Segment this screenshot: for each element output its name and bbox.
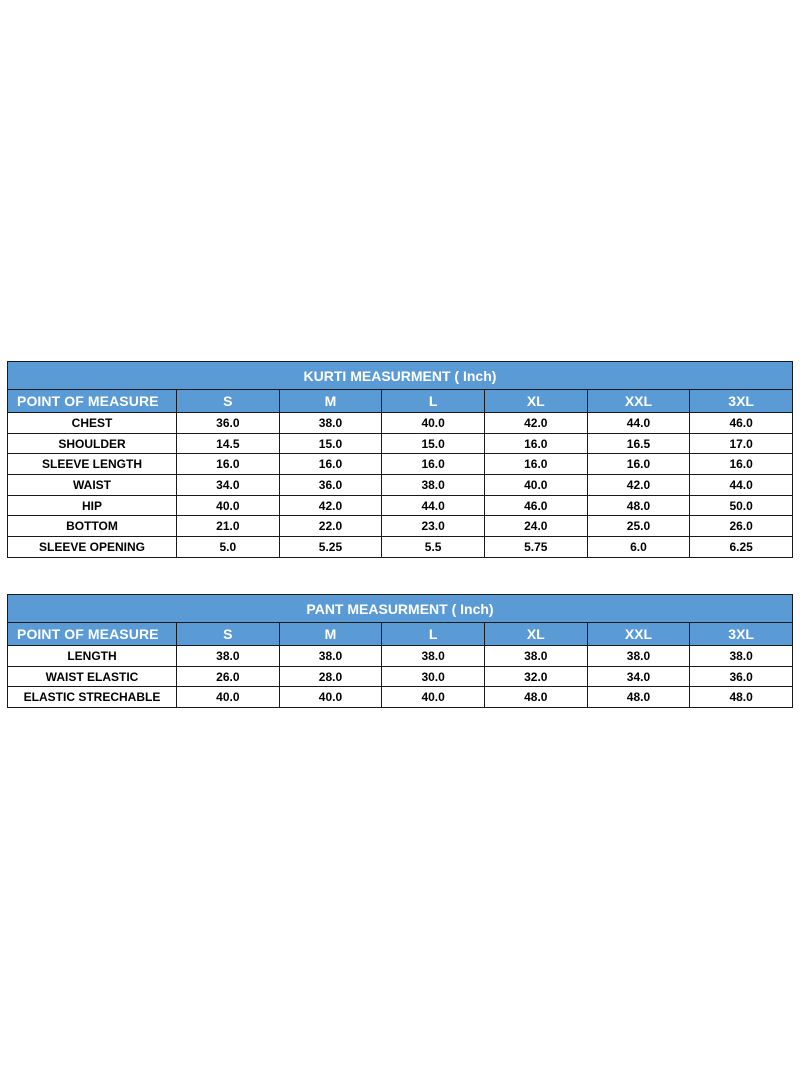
size-value: 42.0 [587,475,690,496]
size-value: 34.0 [587,666,690,687]
size-value: 6.0 [587,537,690,558]
size-value: 15.0 [382,433,485,454]
size-value: 50.0 [690,495,793,516]
pant-header-size-l: L [382,623,485,646]
table-row [8,495,793,516]
table-row [8,475,793,496]
table-row [8,666,793,687]
measure-name: SHOULDER [8,433,177,454]
measure-name: LENGTH [8,646,177,667]
size-value: 40.0 [177,687,280,708]
size-value: 48.0 [587,495,690,516]
pant-header-size-s: S [177,623,280,646]
size-value: 16.0 [177,454,280,475]
measure-name: BOTTOM [8,516,177,537]
size-value: 38.0 [177,646,280,667]
size-value: 48.0 [587,687,690,708]
measure-name: CHEST [8,413,177,434]
size-value: 40.0 [382,687,485,708]
size-value: 44.0 [690,475,793,496]
measure-name: HIP [8,495,177,516]
size-value: 36.0 [690,666,793,687]
size-value: 40.0 [382,413,485,434]
kurti-header-size-m: M [279,390,382,413]
size-value: 25.0 [587,516,690,537]
size-value: 24.0 [484,516,587,537]
size-value: 22.0 [279,516,382,537]
kurti-header-size-xxl: XXL [587,390,690,413]
size-value: 26.0 [690,516,793,537]
size-value: 32.0 [484,666,587,687]
measure-name: WAIST [8,475,177,496]
kurti-header-size-s: S [177,390,280,413]
size-value: 16.5 [587,433,690,454]
table-row [8,413,793,434]
table-row [8,537,793,558]
measure-name: SLEEVE OPENING [8,537,177,558]
measure-name: WAIST ELASTIC [8,666,177,687]
size-value: 40.0 [177,495,280,516]
size-value: 40.0 [484,475,587,496]
size-value: 16.0 [690,454,793,475]
size-value: 16.0 [587,454,690,475]
pant-header-row [8,623,793,646]
size-value: 5.75 [484,537,587,558]
size-value: 21.0 [177,516,280,537]
size-value: 6.25 [690,537,793,558]
table-row [8,433,793,454]
size-value: 48.0 [690,687,793,708]
size-value: 42.0 [484,413,587,434]
size-value: 16.0 [382,454,485,475]
size-value: 44.0 [382,495,485,516]
size-value: 40.0 [279,687,382,708]
size-value: 17.0 [690,433,793,454]
size-value: 46.0 [690,413,793,434]
size-value: 5.0 [177,537,280,558]
kurti-measurement-table [7,361,793,558]
measure-name: ELASTIC STRECHABLE [8,687,177,708]
size-value: 46.0 [484,495,587,516]
size-value: 5.25 [279,537,382,558]
table-row [8,454,793,475]
size-value: 36.0 [279,475,382,496]
size-value: 16.0 [484,433,587,454]
pant-header-size-xl: XL [484,623,587,646]
size-value: 38.0 [587,646,690,667]
kurti-header-size-3xl: 3XL [690,390,793,413]
table-row [8,516,793,537]
size-value: 15.0 [279,433,382,454]
size-value: 38.0 [382,646,485,667]
kurti-header-size-xl: XL [484,390,587,413]
size-value: 38.0 [279,646,382,667]
size-value: 30.0 [382,666,485,687]
size-value: 44.0 [587,413,690,434]
pant-header-size-m: M [279,623,382,646]
pant-header-size-3xl: 3XL [690,623,793,646]
size-value: 38.0 [382,475,485,496]
table-row [8,646,793,667]
size-value: 5.5 [382,537,485,558]
size-value: 34.0 [177,475,280,496]
kurti-header-size-l: L [382,390,485,413]
size-value: 26.0 [177,666,280,687]
size-value: 38.0 [484,646,587,667]
size-value: 16.0 [279,454,382,475]
size-value: 16.0 [484,454,587,475]
kurti-header-row [8,390,793,413]
measure-name: SLEEVE LENGTH [8,454,177,475]
size-value: 14.5 [177,433,280,454]
kurti-table-title: KURTI MEASURMENT ( Inch) [8,362,793,390]
size-value: 48.0 [484,687,587,708]
table-row [8,687,793,708]
pant-title-row [8,595,793,623]
pant-table-title: PANT MEASURMENT ( Inch) [8,595,793,623]
size-value: 42.0 [279,495,382,516]
kurti-header-measure: POINT OF MEASURE [8,390,177,413]
size-value: 38.0 [279,413,382,434]
size-value: 38.0 [690,646,793,667]
kurti-title-row [8,362,793,390]
size-value: 23.0 [382,516,485,537]
size-value: 36.0 [177,413,280,434]
size-value: 28.0 [279,666,382,687]
pant-measurement-table [7,594,793,708]
pant-header-measure: POINT OF MEASURE [8,623,177,646]
pant-header-size-xxl: XXL [587,623,690,646]
